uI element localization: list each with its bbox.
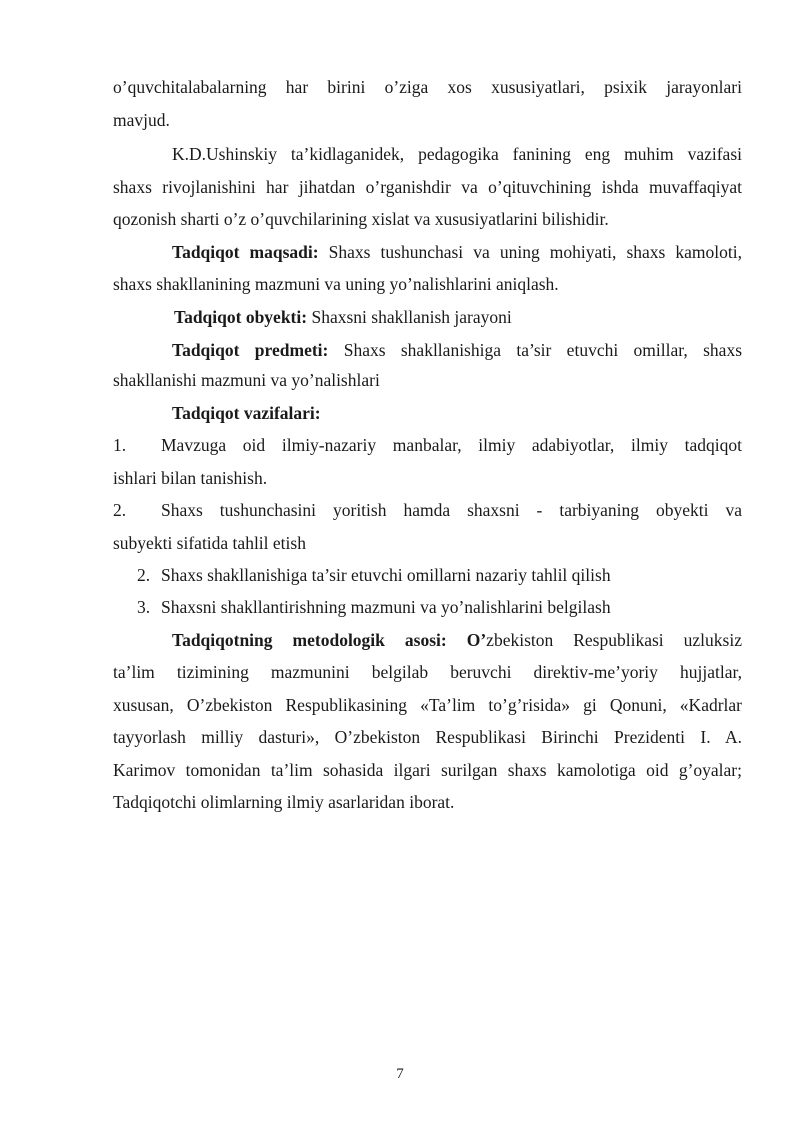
task-item-continuation: ishlari bilan tanishish. — [113, 468, 268, 488]
paragraph-line: xususan, O’zbekiston Respublikasining «Ta’lim to’g’risida» gi Qonuni, «Kadrlar — [113, 695, 742, 715]
task-number: 1. — [113, 435, 127, 455]
research-object-text: Shaxsni shakllanish jarayoni — [307, 307, 512, 327]
task-item — [113, 594, 742, 620]
research-object-label: Tadqiqot obyekti: — [174, 307, 308, 327]
paragraph-line: Tadqiqotchi olimlarning ilmiy asarlaridan iborat. — [113, 792, 455, 812]
methodology-line — [113, 627, 742, 653]
paragraph-line: o’quvchitalabalarning har birini o’ziga xos xususiyatlari, psixik jarayonlari — [113, 77, 742, 97]
paragraph-line: shakllanishi mazmuni va yo’nalishlari — [113, 370, 380, 390]
research-goal-line — [113, 239, 742, 265]
paragraph-line: tayyorlash milliy dasturi», O’zbekiston Respublikasi Birinchi Prezidenti I. A. — [113, 727, 742, 747]
methodology-text: zbekiston Respublikasi uzluksiz — [486, 630, 742, 650]
paragraph-line: qozonish sharti o’z o’quvchilarining xislat va xususiyatlarini bilishidir. — [113, 209, 609, 229]
paragraph-line: K.D.Ushinskiy ta’kidlaganidek, pedagogika fanining eng muhim vazifasi — [172, 144, 742, 164]
research-tasks-label: Tadqiqot vazifalari: — [172, 403, 321, 423]
research-subject-line — [113, 337, 742, 363]
paragraph-line: mavjud. — [113, 110, 170, 130]
task-text: Shaxs tushunchasini yoritish hamda shaxsni - tarbiyaning obyekti va — [161, 500, 742, 520]
task-item — [113, 497, 742, 523]
research-subject-label: Tadqiqot predmeti: — [172, 340, 329, 360]
task-number: 3. — [137, 597, 151, 617]
task-item — [113, 432, 742, 458]
research-tasks-heading — [113, 400, 742, 426]
task-item-continuation: subyekti sifatida tahlil etish — [113, 533, 306, 553]
research-object-line — [113, 304, 742, 330]
research-goal-label: Tadqiqot maqsadi: — [172, 242, 319, 262]
task-item — [113, 562, 742, 588]
methodology-label: Tadqiqotning metodologik asosi: O’ — [172, 630, 487, 650]
paragraph-line: shaxs shakllanining mazmuni va uning yo’nalishlarini aniqlash. — [113, 274, 559, 294]
task-text: Shaxsni shakllantirishning mazmuni va yo’nalishlarini belgilash — [161, 597, 611, 617]
task-text: Shaxs shakllanishiga ta’sir etuvchi omillarni nazariy tahlil qilish — [161, 565, 611, 585]
page-number: 7 — [396, 1066, 404, 1082]
paragraph-line: Karimov tomonidan ta’lim sohasida ilgari surilgan shaxs kamolotiga oid g’oyalar; — [113, 760, 742, 780]
paragraph-line: shaxs rivojlanishini har jihatdan o’rganishdir va o’qituvchining ishda muvaffaqiyat — [113, 177, 742, 197]
research-goal-text: Shaxs tushunchasi va uning mohiyati, shaxs kamoloti, — [318, 242, 742, 262]
task-text: Mavzuga oid ilmiy-nazariy manbalar, ilmiy adabiyotlar, ilmiy tadqiqot — [161, 435, 742, 455]
task-number: 2. — [137, 565, 151, 585]
task-number: 2. — [113, 500, 127, 520]
paragraph-line: ta’lim tizimining mazmunini belgilab beruvchi direktiv-me’yoriy hujjatlar, — [113, 662, 742, 682]
research-subject-text: Shaxs shakllanishiga ta’sir etuvchi omillar, shaxs — [328, 340, 742, 360]
